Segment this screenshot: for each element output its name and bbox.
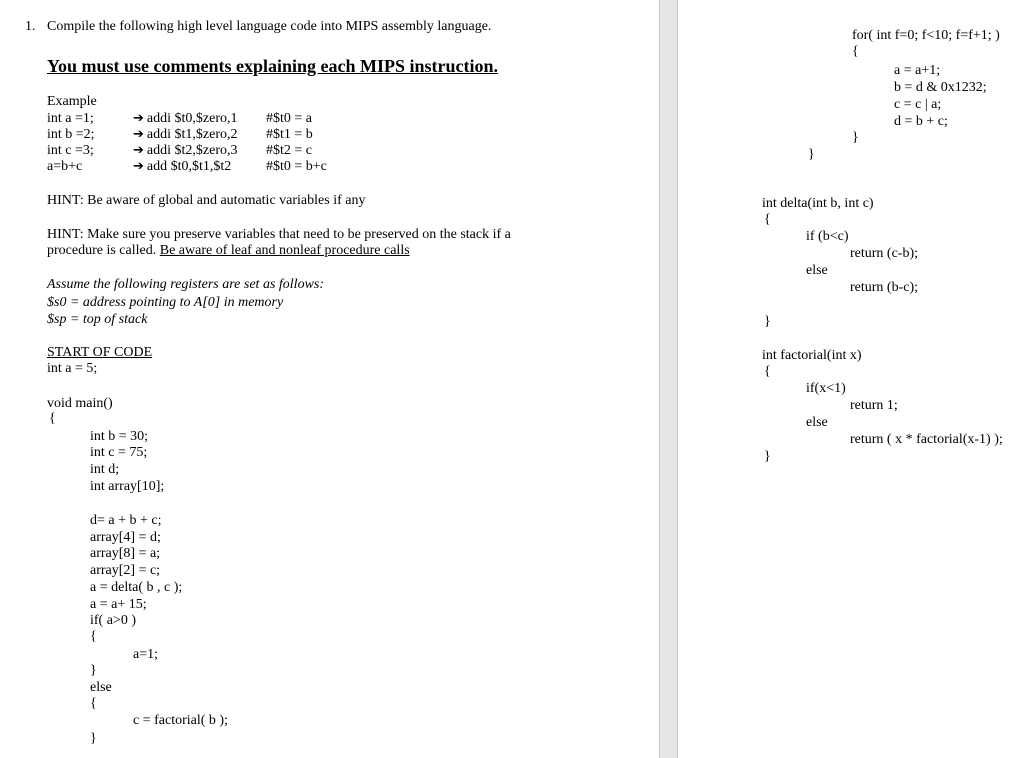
code-stmt-array8: array[8] = a; [90, 546, 161, 561]
example-asm-line-1: ➔ addi $t0,$zero,1 [133, 111, 238, 126]
code-else-body: c = factorial( b ); [133, 713, 228, 728]
example-asm-line-4: ➔ add $t0,$t1,$t2 [133, 159, 232, 174]
code-decl-c: int c = 75; [90, 445, 148, 460]
code-if-open-brace: { [90, 629, 97, 644]
requirement-heading: You must use comments explaining each MIPS instruction. [47, 56, 499, 76]
code-else-close-brace: } [90, 731, 97, 746]
code-factorial-else: else [806, 415, 828, 430]
code-decl-array: int array[10]; [90, 479, 165, 494]
code-main-close-brace: } [808, 147, 815, 162]
start-of-code-label: START OF CODE [47, 345, 153, 360]
code-delta-else: else [806, 263, 828, 278]
code-main-signature: void main() [47, 396, 113, 411]
example-c-line-1: int a =1; [47, 111, 94, 126]
arrow-right-icon: ➔ [133, 111, 144, 126]
question-number: 1. [25, 19, 36, 34]
code-factorial-if: if(x<1) [806, 381, 846, 396]
assumptions-intro: Assume the following registers are set as follows: [47, 277, 325, 292]
code-factorial-signature: int factorial(int x) [762, 348, 862, 363]
code-if-close-brace: } [90, 663, 97, 678]
example-comment-line-2: #$t1 = b [266, 127, 313, 142]
code-main-open-brace: { [49, 411, 56, 426]
code-delta-return-2: return (b-c); [850, 280, 919, 295]
code-for-loop: for( int f=0; f<10; f=f+1; ) [852, 28, 1000, 43]
code-if-condition: if( a>0 ) [90, 613, 136, 628]
code-global-a: int a = 5; [47, 361, 98, 376]
code-factorial-return-2: return ( x * factorial(x-1) ); [850, 432, 1003, 447]
example-c-line-3: int c =3; [47, 143, 94, 158]
code-decl-b: int b = 30; [90, 429, 149, 444]
document-page-right [678, 0, 1024, 758]
example-asm-line-3: ➔ addi $t2,$zero,3 [133, 143, 238, 158]
code-factorial-close-brace: } [764, 449, 771, 464]
code-delta-if: if (b<c) [806, 229, 849, 244]
code-for-open-brace: { [852, 44, 859, 59]
code-stmt-sum: d= a + b + c; [90, 513, 162, 528]
code-if-body: a=1; [133, 647, 158, 662]
example-asm-line-2: ➔ addi $t1,$zero,2 [133, 127, 238, 142]
code-stmt-array4: array[4] = d; [90, 530, 161, 545]
hint-preserve-line-1: HINT: Make sure you preserve variables that need to be preserved on the stack if a [47, 227, 511, 242]
example-comment-line-3: #$t2 = c [266, 143, 312, 158]
code-factorial-return-1: return 1; [850, 398, 898, 413]
code-for-body-3: c = c | a; [894, 97, 942, 112]
code-decl-d: int d; [90, 462, 120, 477]
hint-preserve-line-2: procedure is called. Be aware of leaf and nonleaf procedure calls [47, 243, 410, 258]
code-else-keyword: else [90, 680, 112, 695]
page-gutter [659, 0, 678, 758]
code-stmt-array2: array[2] = c; [90, 563, 161, 578]
code-delta-return-1: return (c-b); [850, 246, 919, 261]
example-c-line-4: a=b+c [47, 159, 83, 174]
code-for-body-1: a = a+1; [894, 63, 941, 78]
example-comment-line-1: #$t0 = a [266, 111, 312, 126]
assumption-s0: $s0 = address pointing to A[0] in memory [47, 295, 284, 310]
code-else-open-brace: { [90, 696, 97, 711]
code-for-close-brace: } [852, 130, 859, 145]
code-factorial-open-brace: { [764, 364, 771, 379]
hint-global-variables: HINT: Be aware of global and automatic variables if any [47, 193, 366, 208]
code-for-body-4: d = b + c; [894, 114, 948, 129]
arrow-right-icon: ➔ [133, 143, 144, 158]
code-stmt-add15: a = a+ 15; [90, 597, 147, 612]
code-delta-open-brace: { [764, 212, 771, 227]
hint-leaf-nonleaf: Be aware of leaf and nonleaf procedure calls [159, 243, 410, 258]
code-delta-close-brace: } [764, 314, 771, 329]
example-comment-line-4: #$t0 = b+c [266, 159, 327, 174]
arrow-right-icon: ➔ [133, 127, 144, 142]
code-delta-signature: int delta(int b, int c) [762, 196, 874, 211]
example-heading: Example [47, 94, 97, 109]
example-c-line-2: int b =2; [47, 127, 95, 142]
code-for-body-2: b = d & 0x1232; [894, 80, 987, 95]
arrow-right-icon: ➔ [133, 159, 144, 174]
code-stmt-delta-call: a = delta( b , c ); [90, 580, 183, 595]
assumption-sp: $sp = top of stack [47, 312, 148, 327]
question-text: Compile the following high level language code into MIPS assembly language. [47, 19, 492, 34]
